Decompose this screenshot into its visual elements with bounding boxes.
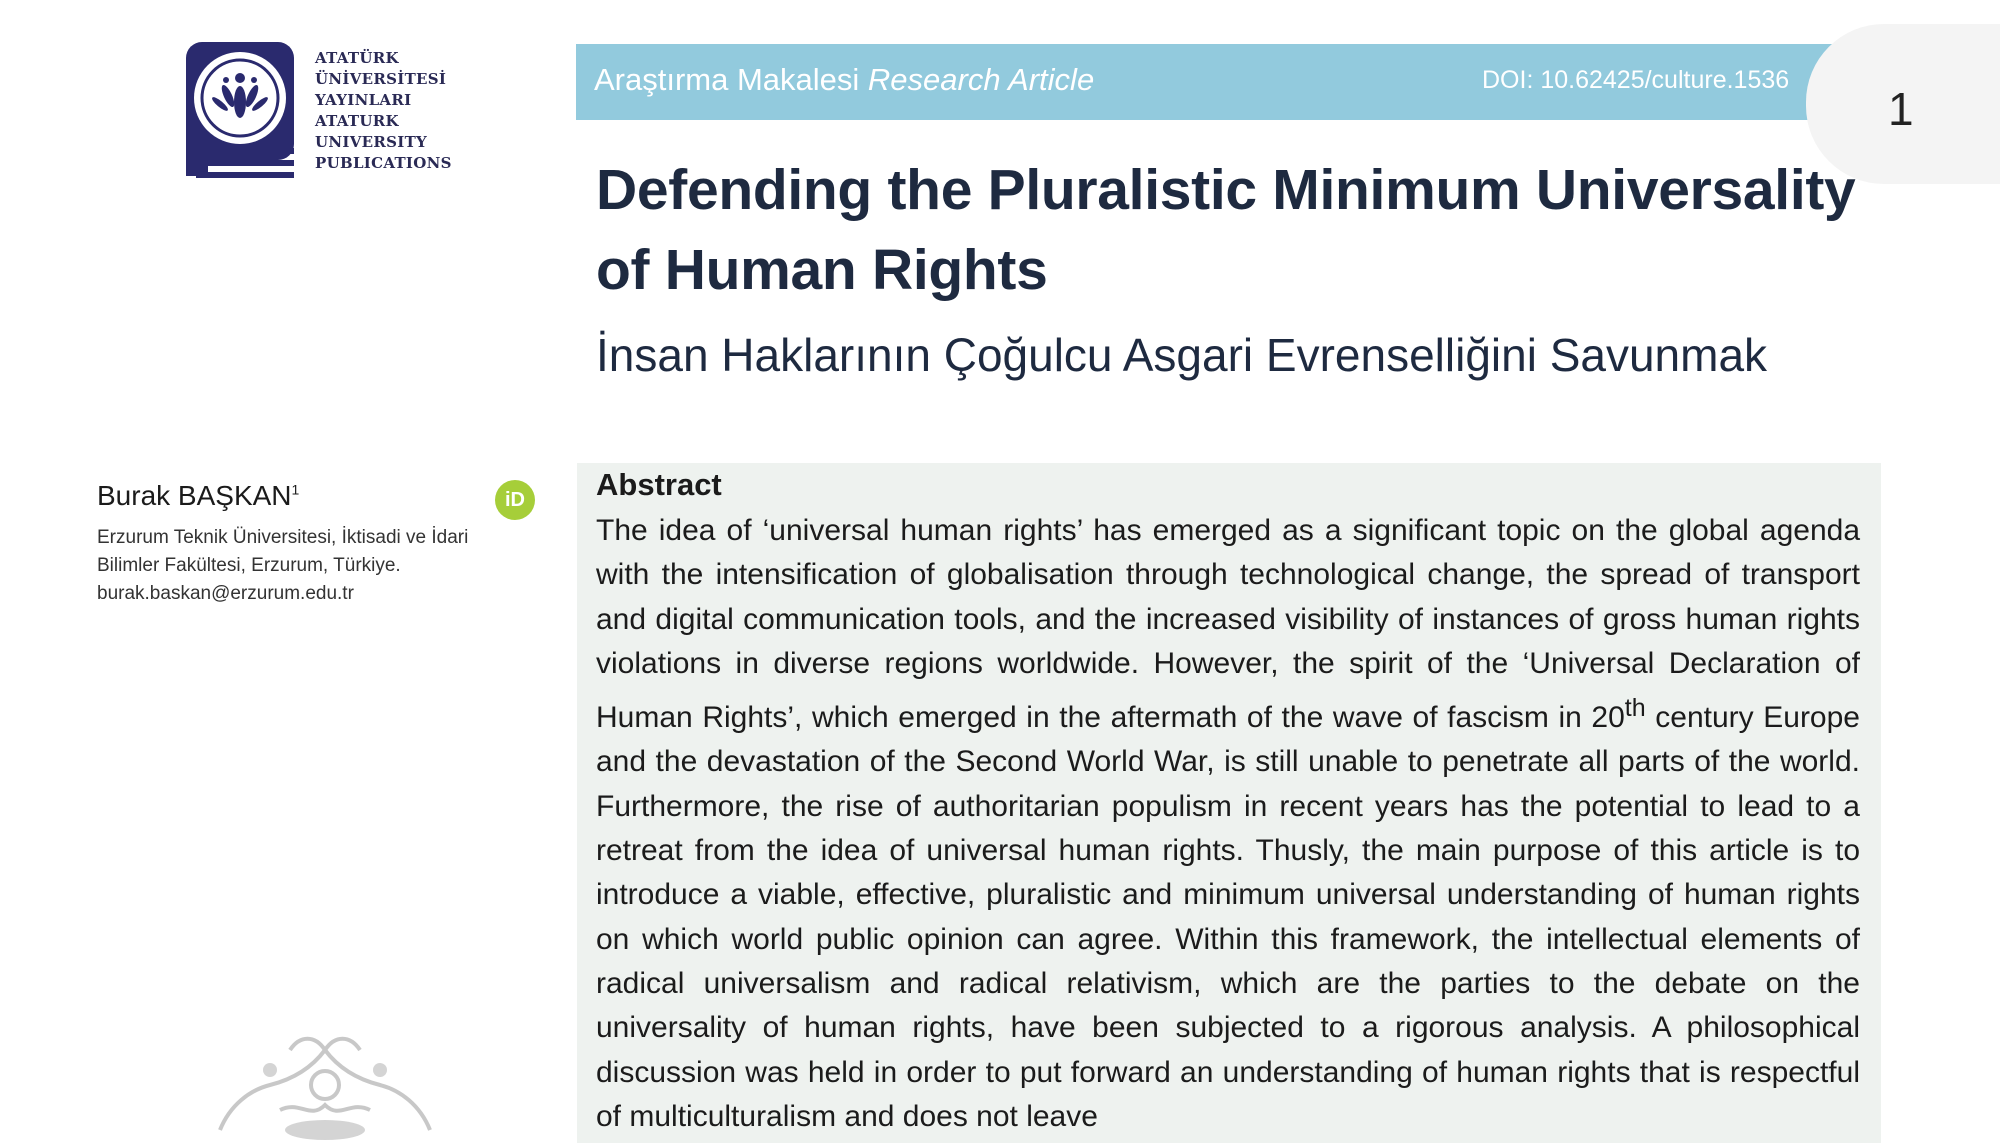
logo-line: PUBLICATIONS [315, 154, 452, 172]
article-type-en: Research Article [867, 62, 1095, 97]
ordinal-suffix: th [1624, 694, 1646, 723]
author-email[interactable]: burak.baskan@erzurum.edu.tr [97, 583, 354, 604]
abstract-text-part: The idea of ‘universal human rights’ has emerged as a significant topic on the global agenda with the intensification of globalisation through technological change, the spread of transport and digital communication tools, and the increased visibility of instances of gross human rights violations in diverse regions worldwide. However, the spirit of the ‘Universal Declaration of Human Rights’, which emerged in the aftermath of the wave of fascism in 20 [596, 514, 1860, 735]
article-type [594, 62, 1094, 98]
abstract-heading: Abstract [596, 467, 722, 502]
article-type-band [576, 44, 1876, 120]
abstract-text-part: century Europe and the devastation of the Second World War, is still unable to penetrate all parts of the world. Furthermore, the rise of authoritarian populism in recent years has the potential to lead to a retreat from the idea of universal human rights. Thusly, the main purpose of this article is to introduce a viable, effective, pluralistic and minimum universal understanding of human rights on which world public opinion can agree. Within this framework, the intellectual elements of radical universalism and radical relativism, which are the parties to the debate on the universality of human rights, have been subjected to a rigorous analysis. A philosophical discussion was held in order to put forward an understanding of human rights that is respectful of multiculturalism and does not leave [596, 701, 1860, 1133]
publisher-name [315, 48, 465, 174]
author-name-text: Burak BAŞKAN [97, 480, 292, 511]
logo-line: ATATURK [315, 112, 399, 130]
logo-line: ÜNİVERSİTESİ [315, 70, 447, 88]
logo-line: ATATÜRK [315, 49, 399, 67]
ornament-emblem-icon [170, 1030, 480, 1140]
page-number: 1 [1888, 83, 1914, 135]
author-affiliation-mark: 1 [291, 481, 300, 498]
author-block [97, 480, 547, 608]
author-affiliation [97, 524, 517, 608]
article-type-tr: Araştırma Makalesi [594, 62, 860, 97]
logo-line: UNIVERSITY [315, 133, 428, 151]
orcid-icon[interactable]: iD [495, 480, 535, 520]
article-subtitle-tr: İnsan Haklarının Çoğulcu Asgari Evrenselliğini Savunmak [596, 329, 1768, 381]
abstract-text [596, 509, 1860, 1139]
article-title: Defending the Pluralistic Minimum Universality of Human Rights [596, 158, 1856, 302]
affiliation-text: Erzurum Teknik Üniversitesi, İktisadi ve İdari Bilimler Fakültesi, Erzurum, Türkiye. [97, 527, 469, 576]
author-name [97, 480, 547, 512]
logo-line: YAYINLARI [315, 91, 412, 109]
abstract-box [577, 463, 1881, 1143]
publisher-logo [180, 38, 460, 188]
book-emblem-icon [182, 40, 298, 180]
doi-link[interactable]: DOI: 10.62425/culture.1536 [1482, 66, 1790, 94]
